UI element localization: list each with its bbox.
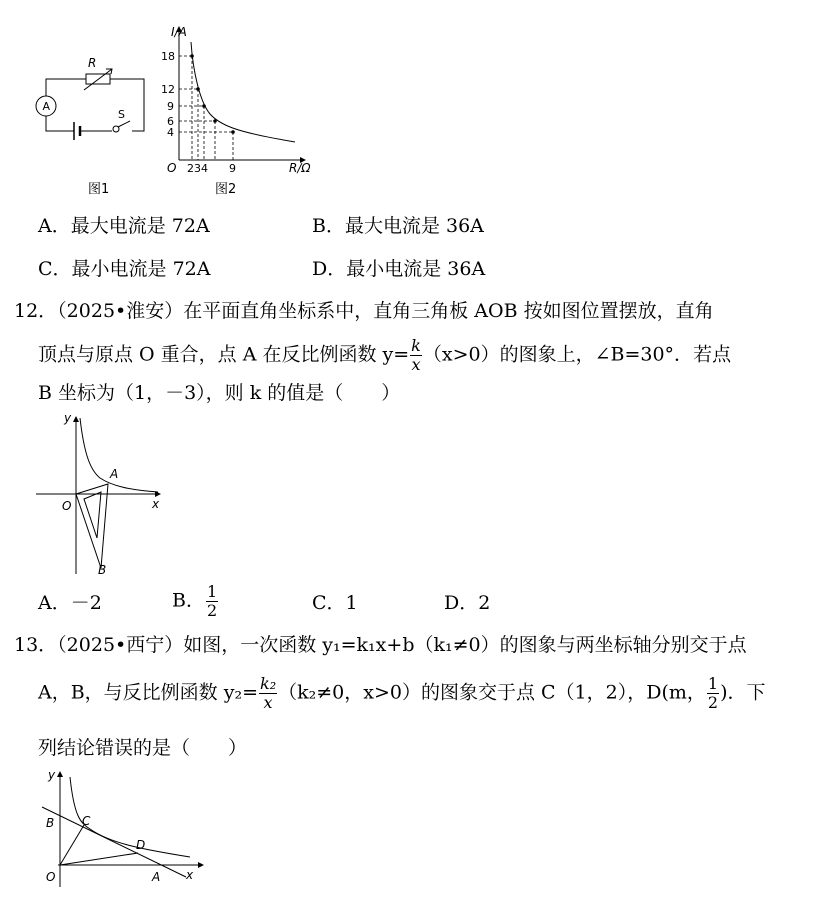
q11-option-a[interactable]: A．最大电流是 72A: [38, 215, 210, 237]
y-tick-18: 18: [161, 50, 175, 63]
q12-line-1: 12．（2025•淮安）在平面直角坐标系中，直角三角板 AOB 按如图位置摆放，直角: [14, 300, 714, 322]
q12-fraction-k-over-x: $\frac{k}{x}$: [411, 336, 421, 374]
q12-figure-svg: [30, 408, 170, 580]
x-axis-label: R/Ω: [289, 161, 311, 174]
q11-option-b[interactable]: B．最大电流是 36A: [312, 215, 484, 237]
graph-svg: [155, 22, 325, 174]
q12-option-b-prefix: B．: [172, 589, 205, 612]
resistor-label: R: [88, 56, 97, 70]
figure-2-caption: 图2: [215, 182, 237, 197]
figure-1-caption: 图1: [88, 182, 110, 197]
q13-point-d-label: D: [136, 838, 146, 852]
q12-line-2-end: （x>0）的图象上，∠B=30°．若点: [422, 343, 732, 366]
q13-line-2-end: )．下: [720, 681, 766, 704]
q13-fraction-k2-over-x: $\frac{\text{k₂}}{x}$: [260, 674, 277, 712]
q13-line-2-start: A，B，与反比例函数 y₂=: [38, 681, 258, 704]
circuit-figure: [30, 50, 160, 150]
q12-y-label: y: [64, 411, 72, 425]
q13-line-1: 13．（2025•西宁）如图，一次函数 y₁=k₁x+b（k₁≠0）的图象与两坐标轴分别交于点: [14, 634, 747, 656]
ammeter-label: A: [42, 100, 51, 113]
q13-origin-label: O: [46, 870, 56, 884]
q11-option-c[interactable]: C．最小电流是 72A: [38, 258, 211, 280]
x-tick-9: 9: [229, 162, 236, 174]
q12-point-b-label: B: [98, 563, 107, 577]
q12-x-label: x: [152, 497, 160, 511]
q13-figure-svg: [30, 765, 210, 893]
switch-label: S: [118, 108, 125, 121]
q12-figure: [30, 408, 170, 580]
q12-line-2: [38, 338, 731, 373]
q11-option-d[interactable]: D．最小电流是 36A: [312, 258, 486, 280]
q12-option-c[interactable]: C．1: [312, 592, 358, 614]
q12-option-b[interactable]: [172, 584, 219, 619]
q13-fraction-half: $\frac{1}{2}$: [707, 674, 719, 712]
q12-line-3: B 坐标为（1，－3），则 k 的值是（ ）: [38, 382, 401, 404]
y-tick-6: 6: [167, 115, 174, 128]
circuit-diagram: [30, 50, 160, 150]
q13-y-label: y: [48, 768, 56, 782]
y-axis-label: I/A: [171, 25, 187, 39]
origin-label: O: [167, 161, 177, 174]
q12-option-b-fraction: $\frac{1}{2}$: [206, 582, 218, 620]
q12-option-d[interactable]: D．2: [444, 592, 491, 614]
q13-point-b-label: B: [46, 816, 55, 830]
q13-figure: [30, 765, 210, 893]
y-tick-12: 12: [161, 83, 175, 96]
q12-origin-label: O: [62, 499, 72, 513]
q12-point-a-label: A: [110, 467, 119, 481]
q13-line-3: 列结论错误的是（ ）: [38, 737, 248, 759]
y-tick-9: 9: [167, 100, 174, 113]
y-tick-4: 4: [167, 126, 174, 139]
x-tick-234: 234: [187, 162, 208, 174]
q13-x-label: x: [186, 868, 194, 882]
q13-point-c-label: C: [82, 814, 91, 828]
q12-option-a[interactable]: A．－2: [38, 592, 102, 614]
q13-point-a-label: A: [152, 870, 161, 884]
q13-line-2: [38, 676, 766, 711]
q13-line-2-middle: （k₂≠0，x>0）的图象交于点 C（1，2），D(m，: [278, 681, 706, 704]
current-resistance-graph: [155, 22, 325, 174]
q12-line-2-start: 顶点与原点 O 重合，点 A 在反比例函数 y=: [38, 343, 410, 366]
